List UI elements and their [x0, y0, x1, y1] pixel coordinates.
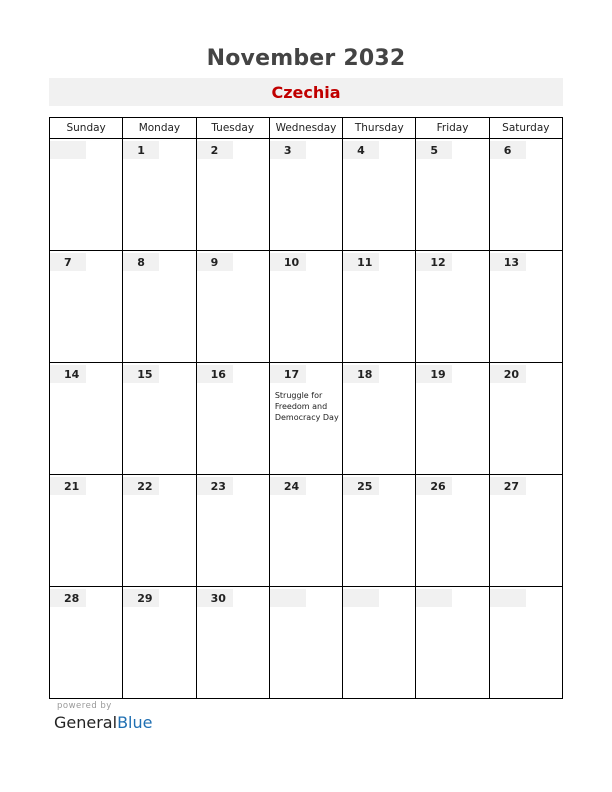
day-cell: [343, 363, 416, 475]
day-cell: [416, 475, 489, 587]
day-cell: [50, 475, 123, 587]
day-number: 28: [50, 589, 86, 607]
week-row: [50, 251, 563, 363]
day-number: 5: [416, 141, 452, 159]
day-number: 15: [123, 365, 159, 383]
day-number: 4: [343, 141, 379, 159]
powered-by-label: powered by: [57, 701, 112, 711]
day-number: 7: [50, 253, 86, 271]
day-number: [343, 589, 379, 607]
weekday-wednesday: Wednesday: [269, 118, 342, 139]
calendar-title: November 2032: [206, 46, 406, 71]
brand-blue: Blue: [117, 713, 153, 732]
day-number: 19: [416, 365, 452, 383]
day-cell: [196, 363, 269, 475]
day-number: 8: [123, 253, 159, 271]
day-cell: [343, 139, 416, 251]
day-cell: [489, 587, 562, 699]
day-cell: [269, 587, 342, 699]
day-cell: [269, 139, 342, 251]
day-cell: [50, 363, 123, 475]
weekday-saturday: Saturday: [489, 118, 562, 139]
day-cell: [50, 139, 123, 251]
day-cell: [489, 363, 562, 475]
day-number: 21: [50, 477, 86, 495]
weekday-friday: Friday: [416, 118, 489, 139]
month-calendar-grid: [49, 117, 563, 699]
day-number: [270, 589, 306, 607]
day-cell: [269, 251, 342, 363]
day-number: 18: [343, 365, 379, 383]
day-number: 1: [123, 141, 159, 159]
day-cell: [343, 587, 416, 699]
day-number: 23: [197, 477, 233, 495]
holiday-event: Struggle for Freedom and Democracy Day: [274, 391, 339, 422]
weekday-monday: Monday: [123, 118, 196, 139]
day-number: 3: [270, 141, 306, 159]
calendar-body: [50, 139, 563, 699]
day-cell: [196, 475, 269, 587]
day-number: 10: [270, 253, 306, 271]
day-number: 29: [123, 589, 159, 607]
day-number: 30: [197, 589, 233, 607]
weekday-tuesday: Tuesday: [196, 118, 269, 139]
day-cell: [343, 251, 416, 363]
day-cell: [489, 475, 562, 587]
day-number: [490, 589, 526, 607]
day-cell: [50, 251, 123, 363]
day-cell: [416, 251, 489, 363]
day-cell: [489, 139, 562, 251]
day-number: 22: [123, 477, 159, 495]
day-number: 9: [197, 253, 233, 271]
week-row: [50, 587, 563, 699]
week-row: [50, 363, 563, 475]
day-number: 13: [490, 253, 526, 271]
day-cell: [416, 363, 489, 475]
day-cell: [196, 587, 269, 699]
day-number: 12: [416, 253, 452, 271]
day-cell: [416, 587, 489, 699]
day-cell: [343, 475, 416, 587]
weekday-sunday: Sunday: [50, 118, 123, 139]
day-number: 27: [490, 477, 526, 495]
generalblue-logo[interactable]: [54, 713, 152, 732]
country-banner: Czechia: [49, 78, 563, 106]
day-number: 25: [343, 477, 379, 495]
day-cell: [50, 587, 123, 699]
day-cell: [196, 251, 269, 363]
day-number: 26: [416, 477, 452, 495]
day-cell: [123, 139, 196, 251]
day-number: 6: [490, 141, 526, 159]
day-number: 17: [270, 365, 306, 383]
day-number: 20: [490, 365, 526, 383]
day-number: 16: [197, 365, 233, 383]
day-number: 14: [50, 365, 86, 383]
day-cell: [123, 363, 196, 475]
day-number: [416, 589, 452, 607]
day-cell: [416, 139, 489, 251]
day-number: 2: [197, 141, 233, 159]
day-cell: [123, 475, 196, 587]
weekday-thursday: Thursday: [343, 118, 416, 139]
day-cell: [196, 139, 269, 251]
day-cell: [269, 475, 342, 587]
day-cell: [489, 251, 562, 363]
day-number: 24: [270, 477, 306, 495]
day-number: [50, 141, 86, 159]
day-cell: [269, 363, 342, 475]
week-row: [50, 475, 563, 587]
weekday-header-row: [50, 118, 563, 139]
day-cell: [123, 587, 196, 699]
brand-general: General: [54, 713, 118, 732]
day-number: 11: [343, 253, 379, 271]
day-cell: [123, 251, 196, 363]
week-row: [50, 139, 563, 251]
